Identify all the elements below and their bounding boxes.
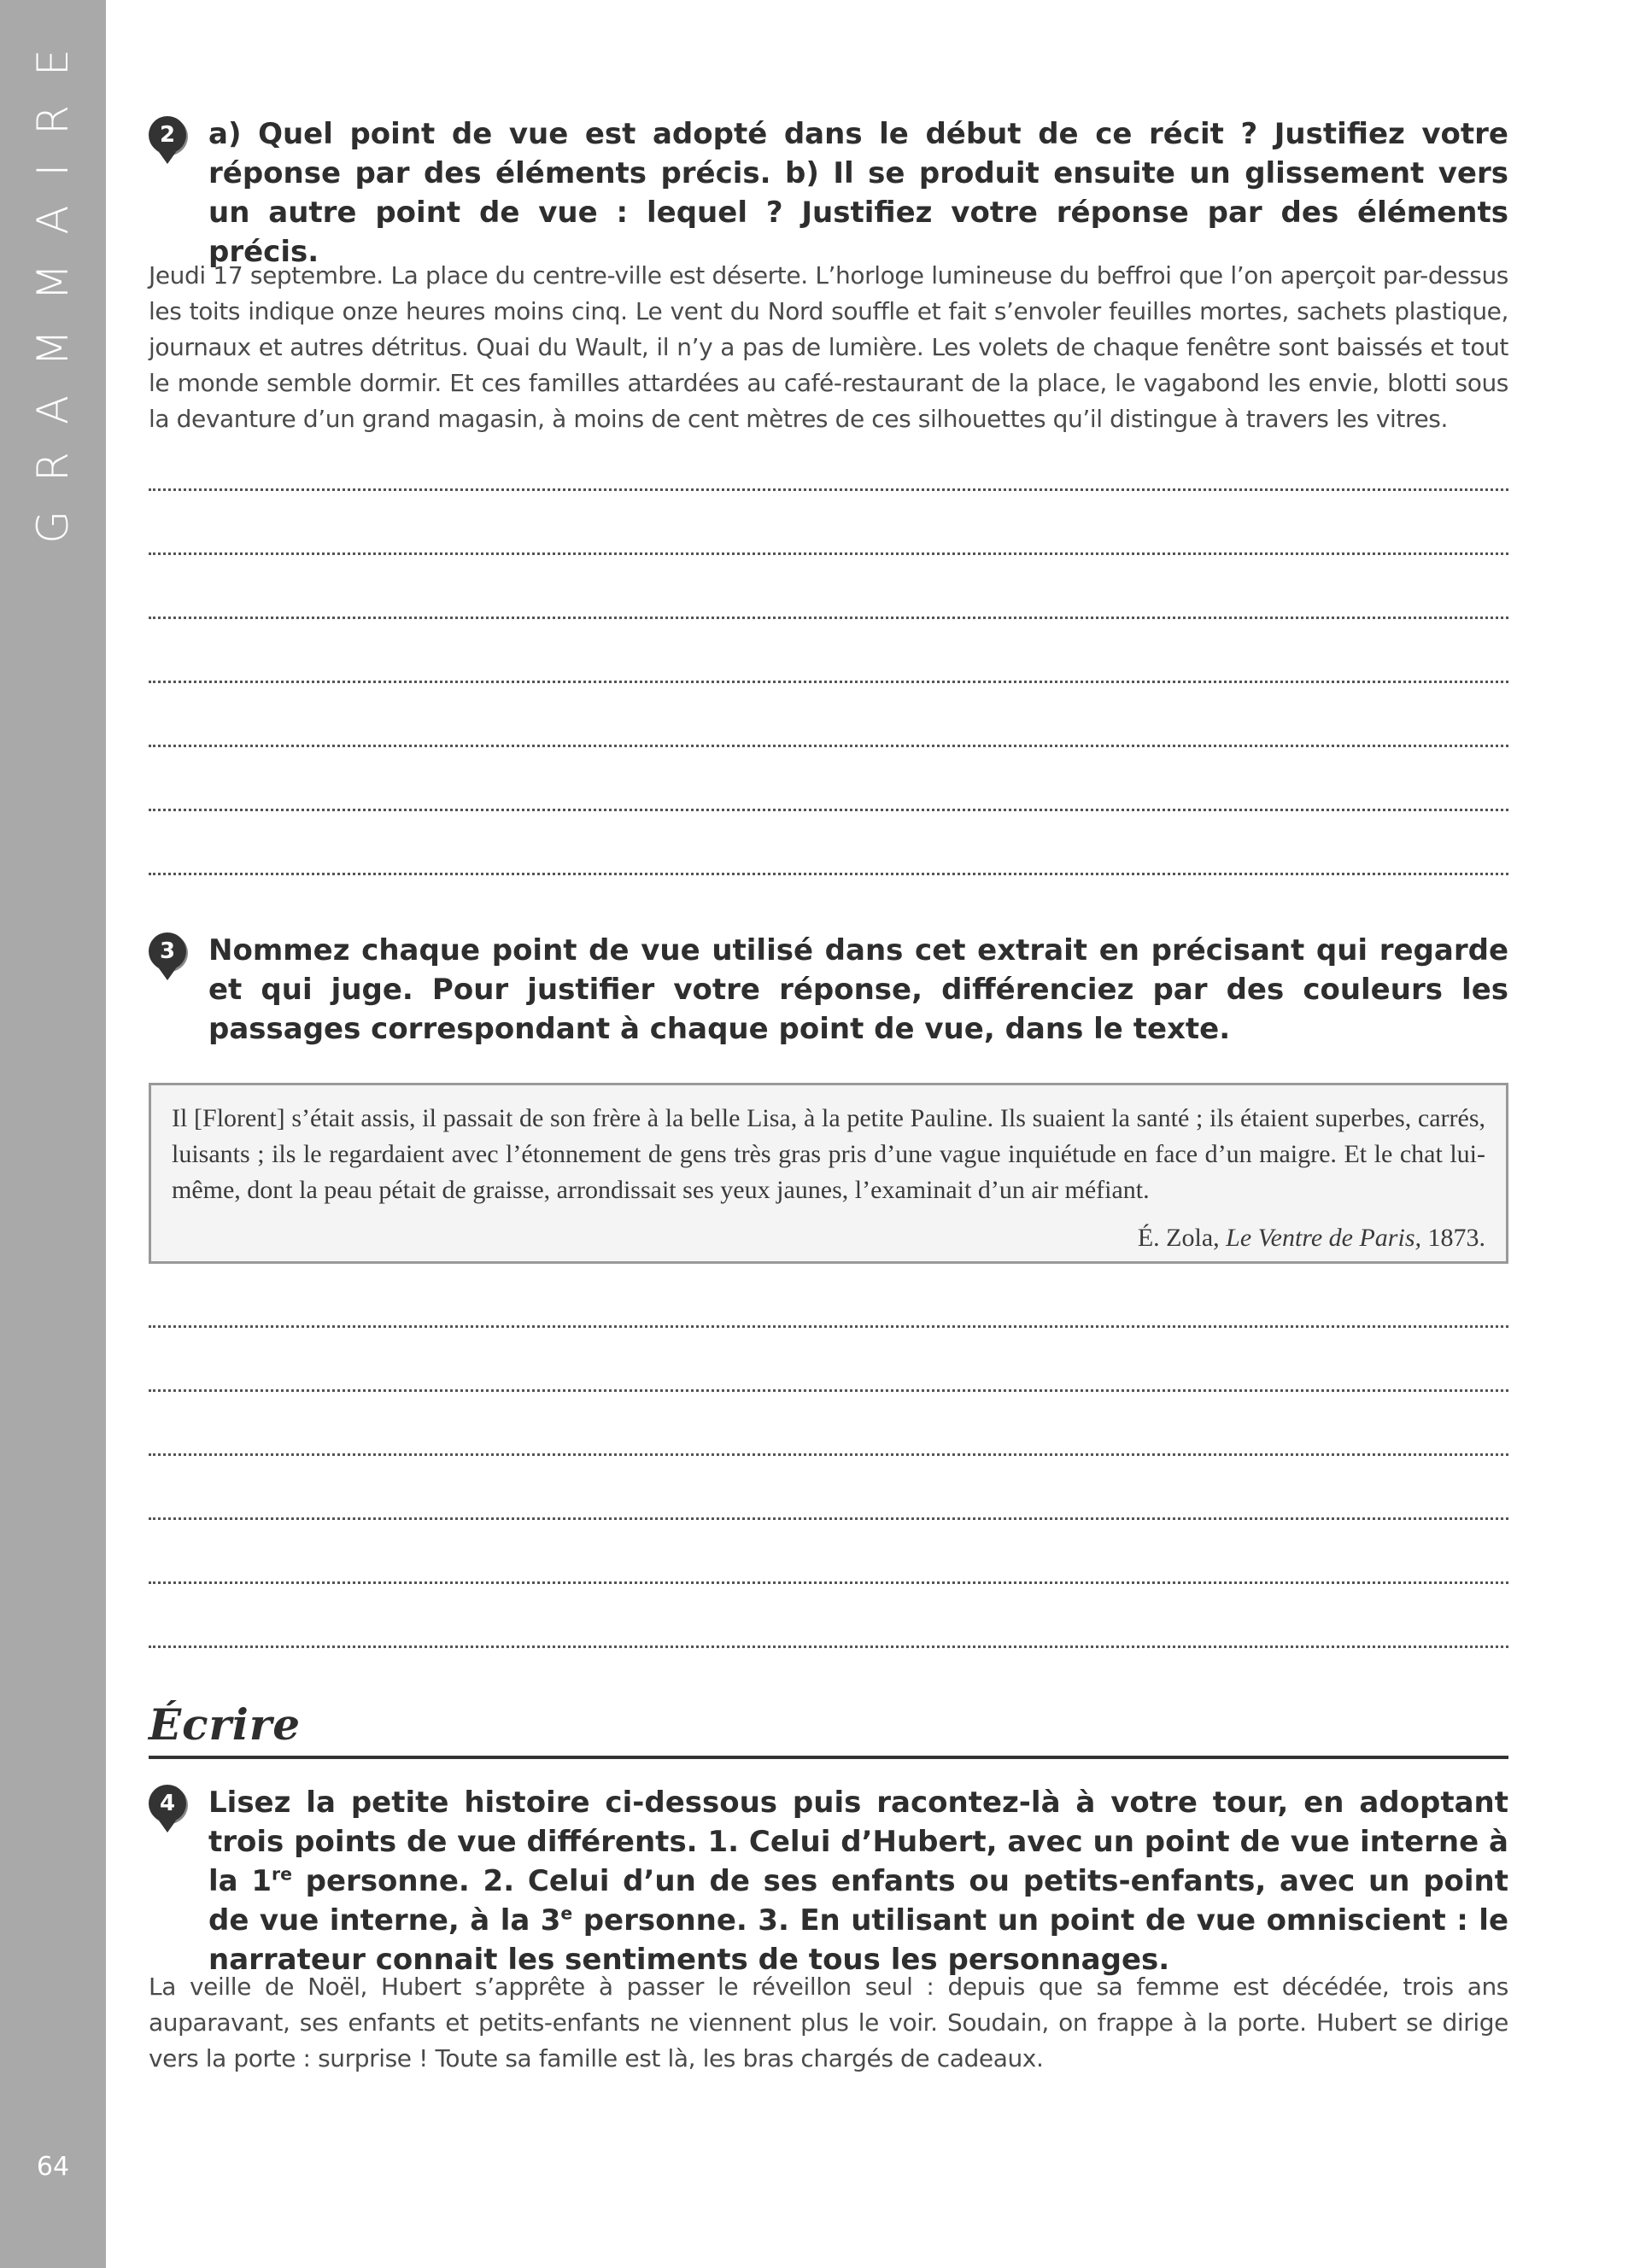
answer-line[interactable] (149, 1264, 1508, 1328)
sidebar-label: GRAMMAIRE (28, 20, 78, 544)
quote-text: Il [Florent] s’était assis, il passait de son frère à la belle Lisa, à la petite Pauline. Ils suaient la santé ; ils étaient superbes, carrés, luisants ; ils le regardaient avec l’étonnement de gens très gras pris d’une vague inquiétude en face d’un maigre. Et le chat lui-même, dont la peau pétait de graisse, arrondissait ses yeux jaunes, l’examinait d’un air méfiant. (172, 1104, 1485, 1204)
page-number: 64 (36, 2152, 70, 2182)
quote-source (172, 1224, 1485, 1253)
exercise-2-heading (149, 114, 1508, 272)
exercise-2-text-block (149, 258, 1508, 437)
exercise-4-instruction (208, 1783, 1508, 1979)
exercise-3-heading (149, 931, 1508, 1049)
answer-line[interactable] (149, 1392, 1508, 1456)
exercise-number-badge: 4 (149, 1785, 186, 1822)
answer-line[interactable] (149, 619, 1508, 683)
exercise-2-text: Jeudi 17 septembre. La place du centre-ville est déserte. L’horloge lumineuse du beffroi que l’on aperçoit par-dessus les toits indique onze heures moins cinq. Le vent du Nord souffle et fait s’envoler feuilles mortes, sachets plastique, journaux et autres détritus. Quai du Wault, il n’y a pas de lumière. Les volets de chaque fenêtre sont baissés et tout le monde semble dormir. Et ces familles attardées au café-restaurant de la place, le vagabond les envie, blotti sous la devanture d’un grand magasin, à moins de cent mètres de ces silhouettes qu’il distingue à travers les vitres. (149, 261, 1508, 433)
answer-line[interactable] (149, 427, 1508, 491)
exercise-4-instruction-part2: personne. 2. Celui d’un de ses enfants ou petits-enfants, avec un point de vue interne, à la 3 (208, 1864, 1509, 1938)
exercise-number-badge: 2 (149, 116, 186, 154)
quote-year: 1873. (1427, 1224, 1485, 1252)
section-title (149, 1699, 1508, 1759)
exercise-4-instruction-part1: Lisez la petite histoire ci-dessous puis racontez-là à votre tour, en adoptant trois points de vue différents. 1. Celui d’Hubert, avec un point de vue interne à la 1 (208, 1786, 1508, 1898)
answer-line[interactable] (149, 555, 1508, 619)
sidebar (0, 0, 106, 2268)
answer-line[interactable] (149, 1456, 1508, 1520)
superscript-e: e (560, 1903, 573, 1924)
answer-line[interactable] (149, 491, 1508, 555)
answer-line[interactable] (149, 1584, 1508, 1648)
exercise-4-text: La veille de Noël, Hubert s’apprête à passer le réveillon seul : depuis que sa femme est décédée, trois ans auparavant, ses enfants et petits-enfants ne viennent plus le voir. Soudain, on frappe à la porte. Hubert se dirige vers la porte : surprise ! Toute sa famille est là, les bras chargés de cadeaux. (149, 1973, 1508, 2072)
answer-line[interactable] (149, 1328, 1508, 1392)
answer-line[interactable] (149, 1520, 1508, 1584)
answer-line[interactable] (149, 683, 1508, 747)
answer-line[interactable] (149, 811, 1508, 875)
exercise-4-instruction-part3: personne. 3. En utilisant un point de vue omniscient : le narrateur connait les sentiments de tous les personnages. (208, 1903, 1508, 1977)
exercise-4-heading (149, 1783, 1508, 1979)
quote-box (149, 1083, 1508, 1264)
superscript-re: re (272, 1863, 292, 1885)
exercise-3-instruction: Nommez chaque point de vue utilisé dans cet extrait en précisant qui regarde et qui juge. Pour justifier votre réponse, différenciez par des couleurs les passages correspondant à chaque point de vue, dans le texte. (208, 933, 1508, 1046)
exercise-number-badge: 3 (149, 932, 186, 970)
exercise-3-answer-lines (149, 1264, 1508, 1648)
answer-line[interactable] (149, 747, 1508, 811)
exercise-4-text-block (149, 1969, 1508, 2077)
quote-author: É. Zola, (1137, 1224, 1220, 1252)
exercise-2-instruction: a) Quel point de vue est adopté dans le début de ce récit ? Justifiez votre réponse par des éléments précis. b) Il se produit ensuite un glissement vers un autre point de vue : lequel ? Justifiez votre réponse par des éléments précis. (208, 117, 1508, 269)
quote-work: Le Ventre de Paris, (1226, 1224, 1421, 1252)
section-title-text: Écrire (149, 1699, 302, 1750)
exercise-2-answer-lines (149, 427, 1508, 875)
